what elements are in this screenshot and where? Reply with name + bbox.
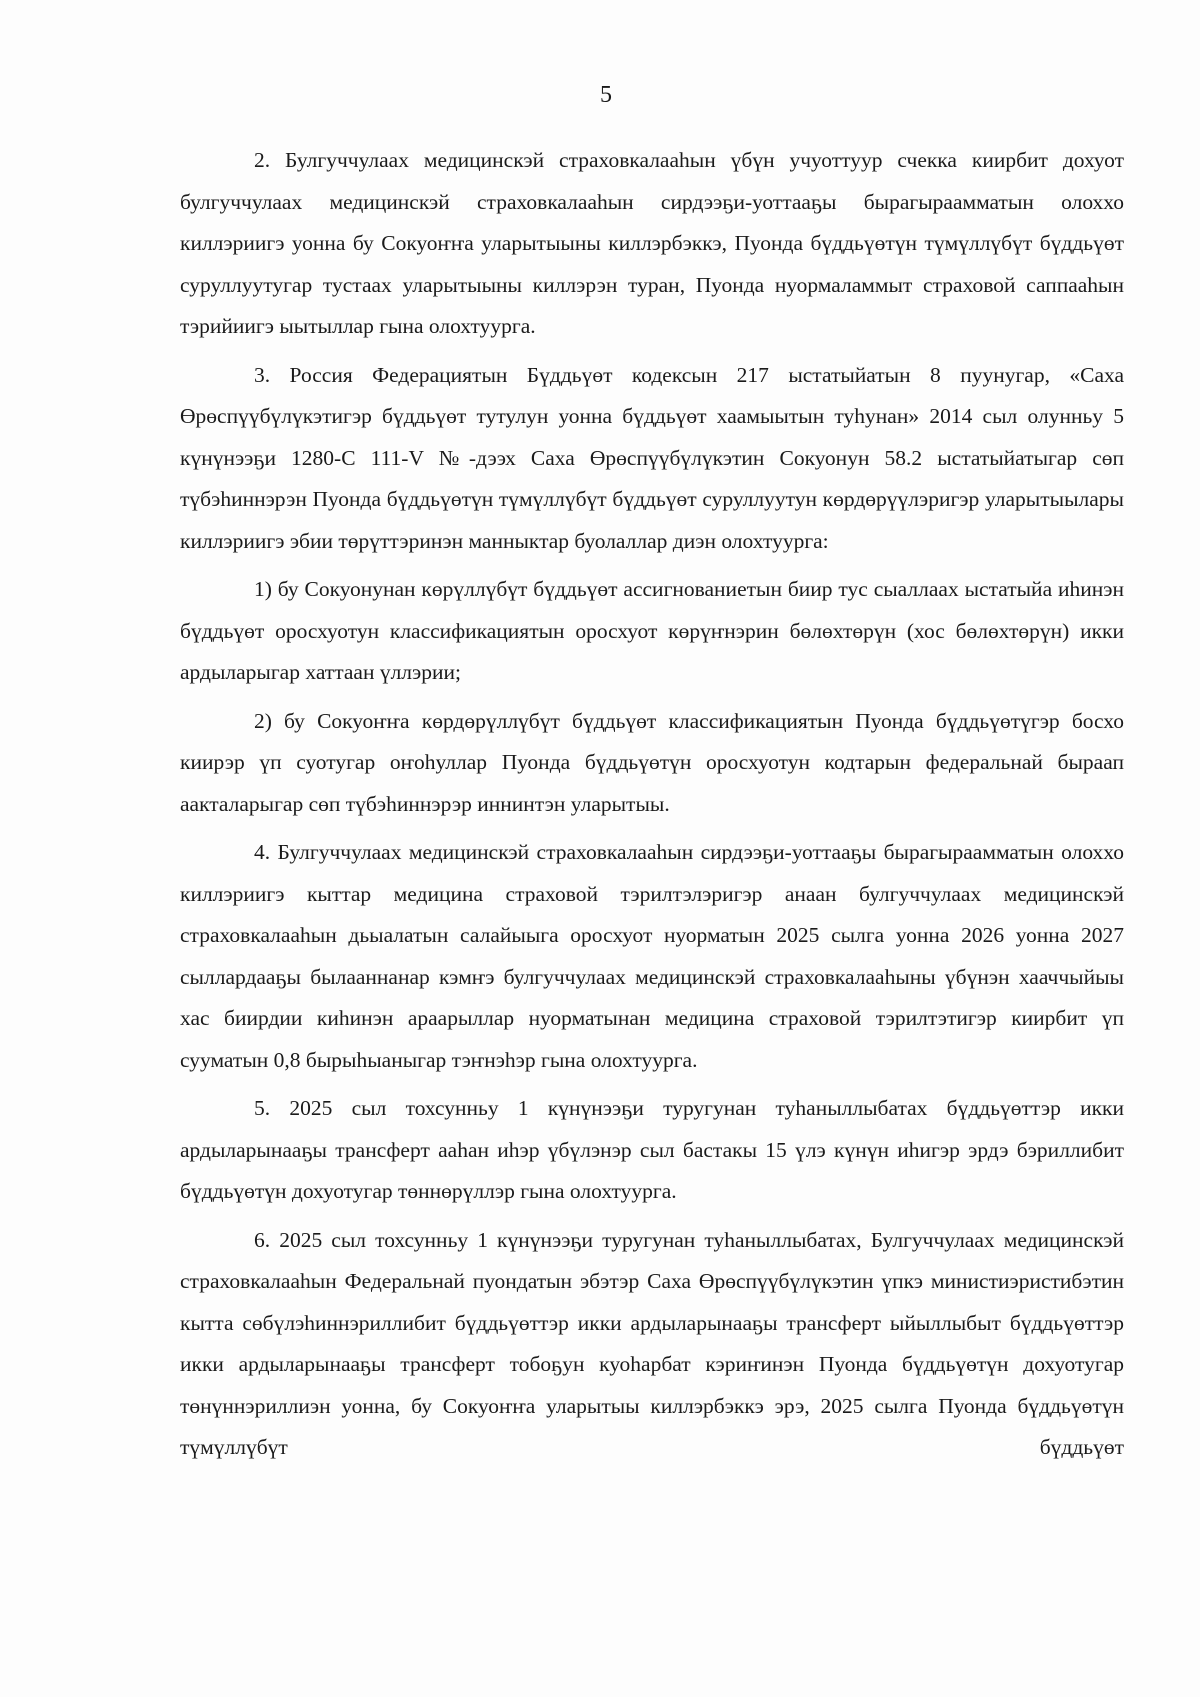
paragraph-6: 6. 2025 сыл тохсунньу 1 күнүнээҕи туругунан туһаныллыбатах, Булгуччулаах медицинскэй страховкалааһын Федеральнай пуондатын эбэтэр Саха Өрөспүүбүлүкэтин үпкэ министиэристибэтин кытта сөбүлэһиннэриллибит бүддьүөттэр икки ардыларынааҕы трансферт ыйыллыбыт бүддьүөттэр икки ардыларынааҕы трансферт тобоҕун куоһарбат кэриҥинэн Пуонда бүддьүөтүн дохуотугар төнүннэриллиэн уонна, бу Сокуоҥҥа уларытыы киллэрбэккэ эрэ, 2025 сылга Пуонда бүддьүөтүн түмүллүбүт бүддьүөт: [180, 1227, 1124, 1459]
page-number: 5: [600, 82, 612, 108]
paragraph-3: 3. Россия Федерациятын Бүддьүөт кодексын 217 ыстатыйатын 8 пуунугар, «Саха Өрөспүүбүлүкэтигэр бүддьүөт тутулун уонна бүддьүөт хаамыытын туһунан» 2014 сыл олунньу 5 күнүнээҕи 1280-С 111-V №-дээх Саха Өрөспүүбүлүкэтин Сокуонун 58.2 ыстатыйатыгар сөп түбэһиннэрэн Пуонда бүддьүөтүн түмүллүбүт бүддьүөт суруллуутун көрдөрүүлэригэр уларытыылары киллэриигэ эбии төрүттэринэн манныктар буолаллар диэн олохтуурга:: [180, 362, 1124, 553]
paragraph-2: 2. Булгуччулаах медицинскэй страховкалааһын үбүн учуоттуур счекка киирбит дохуот булгуччулаах медицинскэй страховкалааһын сирдээҕи-уоттааҕы бырагыраамматын олоххо киллэриигэ уонна бу Сокуоҥҥа уларытыыны киллэрбэккэ, Пуонда бүддьүөтүн түмүллүбүт бүддьүөт суруллуутугар тустаах уларытыыны киллэрэн туран, Пуонда нуормаламмыт страховой саппааһын тэрийиигэ ыытыллар гына олохтуурга.: [180, 148, 1124, 338]
document-body: [180, 140, 1124, 1469]
paragraph-3-item-2: 2) бу Сокуоҥҥа көрдөрүллүбүт бүддьүөт классификациятын Пуонда бүддьүөтүгэр босхо киирэр үп суотугар оҥоһуллар Пуонда бүддьүөтүн оросхуотун кодтарын федеральнай быраап аакталарыгар сөп түбэһиннэрэр иннинтэн уларытыы.: [180, 708, 1124, 816]
paragraph-3-item-1: 1) бу Сокуонунан көрүллүбүт бүддьүөт ассигнованиетын биир тус сыаллаах ыстатыйа иһинэн бүддьүөт оросхуотун классификациятын оросхуот көрүҥнэрин бөлөхтөрүн (хос бөлөхтөрүн) икки ардыларыгар хаттаан үллэрии;: [180, 577, 1124, 684]
paragraph-5: 5. 2025 сыл тохсунньу 1 күнүнээҕи туругунан туһаныллыбатах бүддьүөттэр икки ардыларынааҕы трансферт ааһан иһэр үбүлэнэр сыл бастакы 15 үлэ күнүн иһигэр эрдэ бэриллибит бүддьүөтүн дохуотугар төннөрүллэр гына олохтуурга.: [180, 1096, 1124, 1203]
paragraph-4: 4. Булгуччулаах медицинскэй страховкалааһын сирдээҕи-уоттааҕы бырагыраамматын олоххо киллэриигэ кыттар медицина страховой тэрилтэлэригэр анаан булгуччулаах медицинскэй страховкалааһын дьыалатын салайыыга оросхуот нуорматын 2025 сылга уонна 2026 уонна 2027 сыллардааҕы былааннанар кэмҥэ булгуччулаах медицинскэй страховкалааһыны үбүнэн хааччыйыы хас биирдии киһинэн араарыллар нуорматынан медицина страховой тэрилтэтигэр киирбит үп сууматын 0,8 бырыһыаныгар тэҥнэһэр гына олохтуурга.: [180, 840, 1124, 1072]
